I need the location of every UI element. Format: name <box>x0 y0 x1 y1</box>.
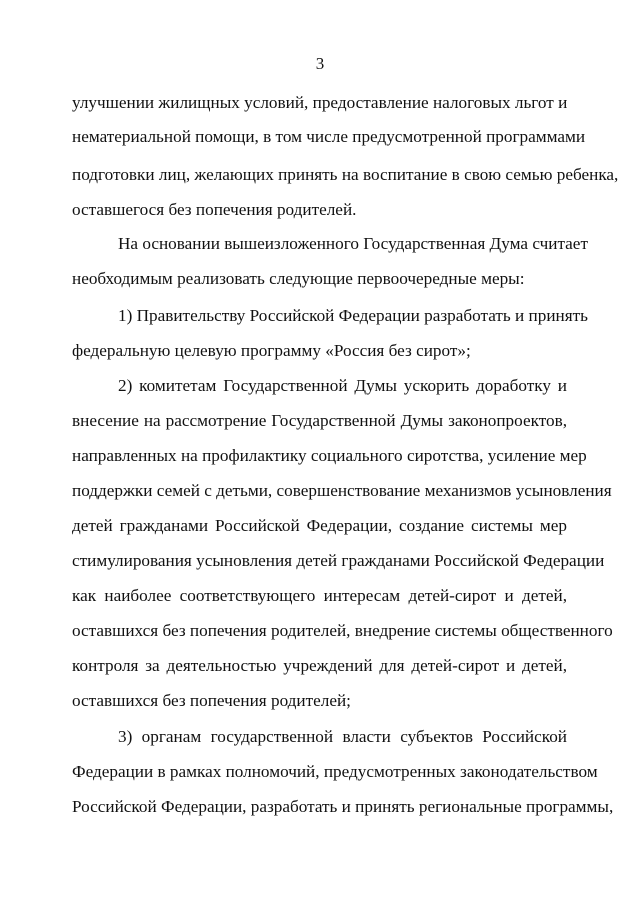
text-line: стимулирования усыновления детей гражданами Российской Федерации <box>72 551 605 570</box>
text-line: нематериальной помощи, в том числе предусмотренной программами <box>72 127 586 146</box>
text-line: оставшихся без попечения родителей; <box>72 691 351 710</box>
text-line: оставшихся без попечения родителей, внедрение системы общественного <box>72 621 613 640</box>
text-line: поддержки семей с детьми, совершенствование механизмов усыновления <box>72 481 612 500</box>
text-line: внесение на рассмотрение Государственной Думы законопроектов, <box>72 411 567 430</box>
text-line: направленных на профилактику социального сиротства, усиление мер <box>72 446 587 465</box>
text-line: 3) органам государственной власти субъектов Российской <box>118 727 567 746</box>
text-line: 1) Правительству Российской Федерации разработать и принять <box>118 306 588 325</box>
text-line: Федерации в рамках полномочий, предусмотренных законодательством <box>72 762 598 781</box>
text-line: как наиболее соответствующего интересам детей-сирот и детей, <box>72 586 567 605</box>
text-line: контроля за деятельностью учреждений для детей-сирот и детей, <box>72 656 567 675</box>
text-line: подготовки лиц, желающих принять на воспитание в свою семью ребенка, <box>72 165 619 184</box>
text-line: оставшегося без попечения родителей. <box>72 200 357 219</box>
text-line: На основании вышеизложенного Государственная Дума считает <box>118 234 588 253</box>
text-line: федеральную целевую программу «Россия без сирот»; <box>72 341 471 360</box>
text-line: 2) комитетам Государственной Думы ускорить доработку и <box>118 376 567 395</box>
text-line: необходимым реализовать следующие первоочередные меры: <box>72 269 525 288</box>
text-line: улучшении жилищных условий, предоставление налоговых льгот и <box>72 93 568 112</box>
page-number: 3 <box>315 54 325 73</box>
text-line: Российской Федерации, разработать и принять региональные программы, <box>72 797 614 816</box>
text-line: детей гражданами Российской Федерации, создание системы мер <box>72 516 567 535</box>
